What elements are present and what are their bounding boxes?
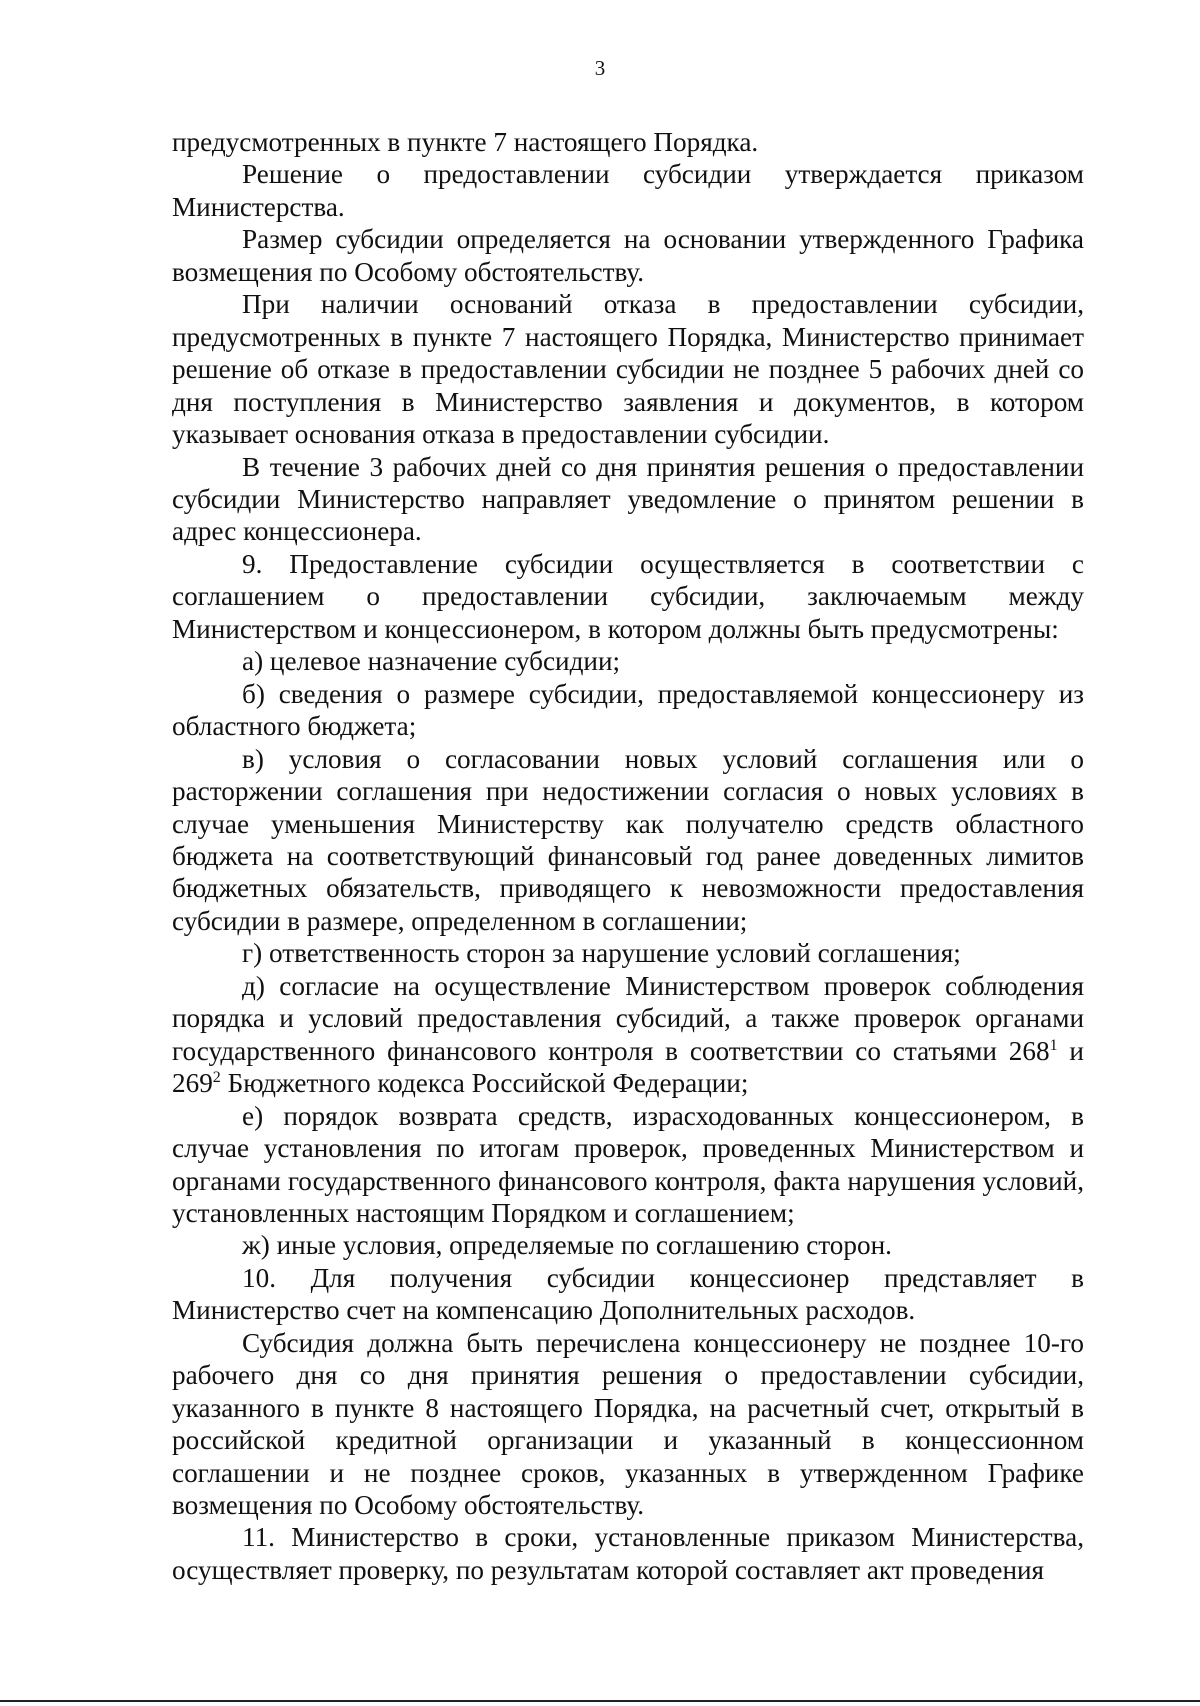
- list-item-e: е) порядок возврата средств, израсходованных концессионером, в случае установления по итогам проверок, проведенных Министерством и органами государственного финансового контроля, факта нарушения условий, установленных настоящим Порядком и соглашением;: [172, 1100, 1084, 1228]
- superscript-2: 2: [212, 1069, 221, 1087]
- list-item-zh: ж) иные условия, определяемые по соглашению сторон.: [242, 1230, 892, 1261]
- paragraph-refusal-grounds: При наличии оснований отказа в предоставлении субсидии, предусмотренных в пункте 7 настоящего Порядка, Министерство принимает решение об отказе в предоставлении субсидии не позднее 5 рабочих дней со дня поступления в Министерство заявления и документов, в котором указывает основания отказа в предоставлении субсидии.: [172, 289, 1084, 450]
- paragraph-clause-10: 10. Для получения субсидии концессионер представляет в Министерство счет на компенсацию Дополнительных расходов.: [172, 1262, 1084, 1326]
- paragraph-clause-9: 9. Предоставление субсидии осуществляется в соответствии с соглашением о предоставлении субсидии, заключаемым между Министерством и концессионером, в котором должны быть предусмотрены:: [172, 548, 1084, 644]
- scan-bottom-edge: [0, 1700, 1200, 1702]
- list-item-a: а) целевое назначение субсидии;: [242, 646, 621, 677]
- list-item-d-text-3: Бюджетного кодекса Российской Федерации;: [220, 1068, 749, 1099]
- paragraph-transfer-terms: Субсидия должна быть перечислена концессионеру не позднее 10-го рабочего дня со дня принятия решения о предоставлении субсидии, указанного в пункте 8 настоящего Порядка, на расчетный счет, открытый в российской кредитной организации и указанный в концессионном соглашении и не позднее сроков, указанных в утвержденном Графике возмещения по Особому обстоятельству.: [172, 1327, 1084, 1521]
- list-item-d-text-2: и 269: [172, 1035, 1084, 1099]
- list-item-d-text-1: д) согласие на осуществление Министерством проверок соблюдения порядка и условий предоставления субсидий, а также проверок органами государственного финансового контроля в соответствии со статьями 268: [172, 970, 1084, 1066]
- list-item-v: в) условия о согласовании новых условий соглашения или о расторжении соглашения при недостижении согласия о новых условиях в случае уменьшения Министерству как получателю средств областного бюджета на соответствующий финансовый год ранее доведенных лимитов бюджетных обязательств, приводящего к невозможности предоставления субсидии в размере, определенном в соглашении;: [172, 743, 1084, 936]
- superscript-1: 1: [1049, 1036, 1058, 1054]
- paragraph-clause-11: 11. Министерство в сроки, установленные приказом Министерства, осуществляет проверку, по результатам которой составляет акт проведения: [172, 1522, 1084, 1585]
- paragraph-continuation: предусмотренных в пункте 7 настоящего Порядка.: [172, 127, 759, 157]
- paragraph-decision-approval: Решение о предоставлении субсидии утверждается приказом Министерства.: [172, 159, 1084, 222]
- list-item-d: [172, 970, 1084, 1100]
- document-body: [172, 126, 1084, 1586]
- paragraph-notification: В течение 3 рабочих дней со дня принятия решения о предоставлении субсидии Министерство направляет уведомление о принятом решении в адрес концессионера.: [172, 451, 1084, 547]
- page-number: 3: [594, 56, 606, 80]
- list-item-b: б) сведения о размере субсидии, предоставляемой концессионеру из областного бюджета;: [172, 678, 1084, 742]
- list-item-g: г) ответственность сторон за нарушение условий соглашения;: [242, 938, 961, 969]
- paragraph-subsidy-amount: Размер субсидии определяется на основании утвержденного Графика возмещения по Особому обстоятельству.: [172, 224, 1084, 287]
